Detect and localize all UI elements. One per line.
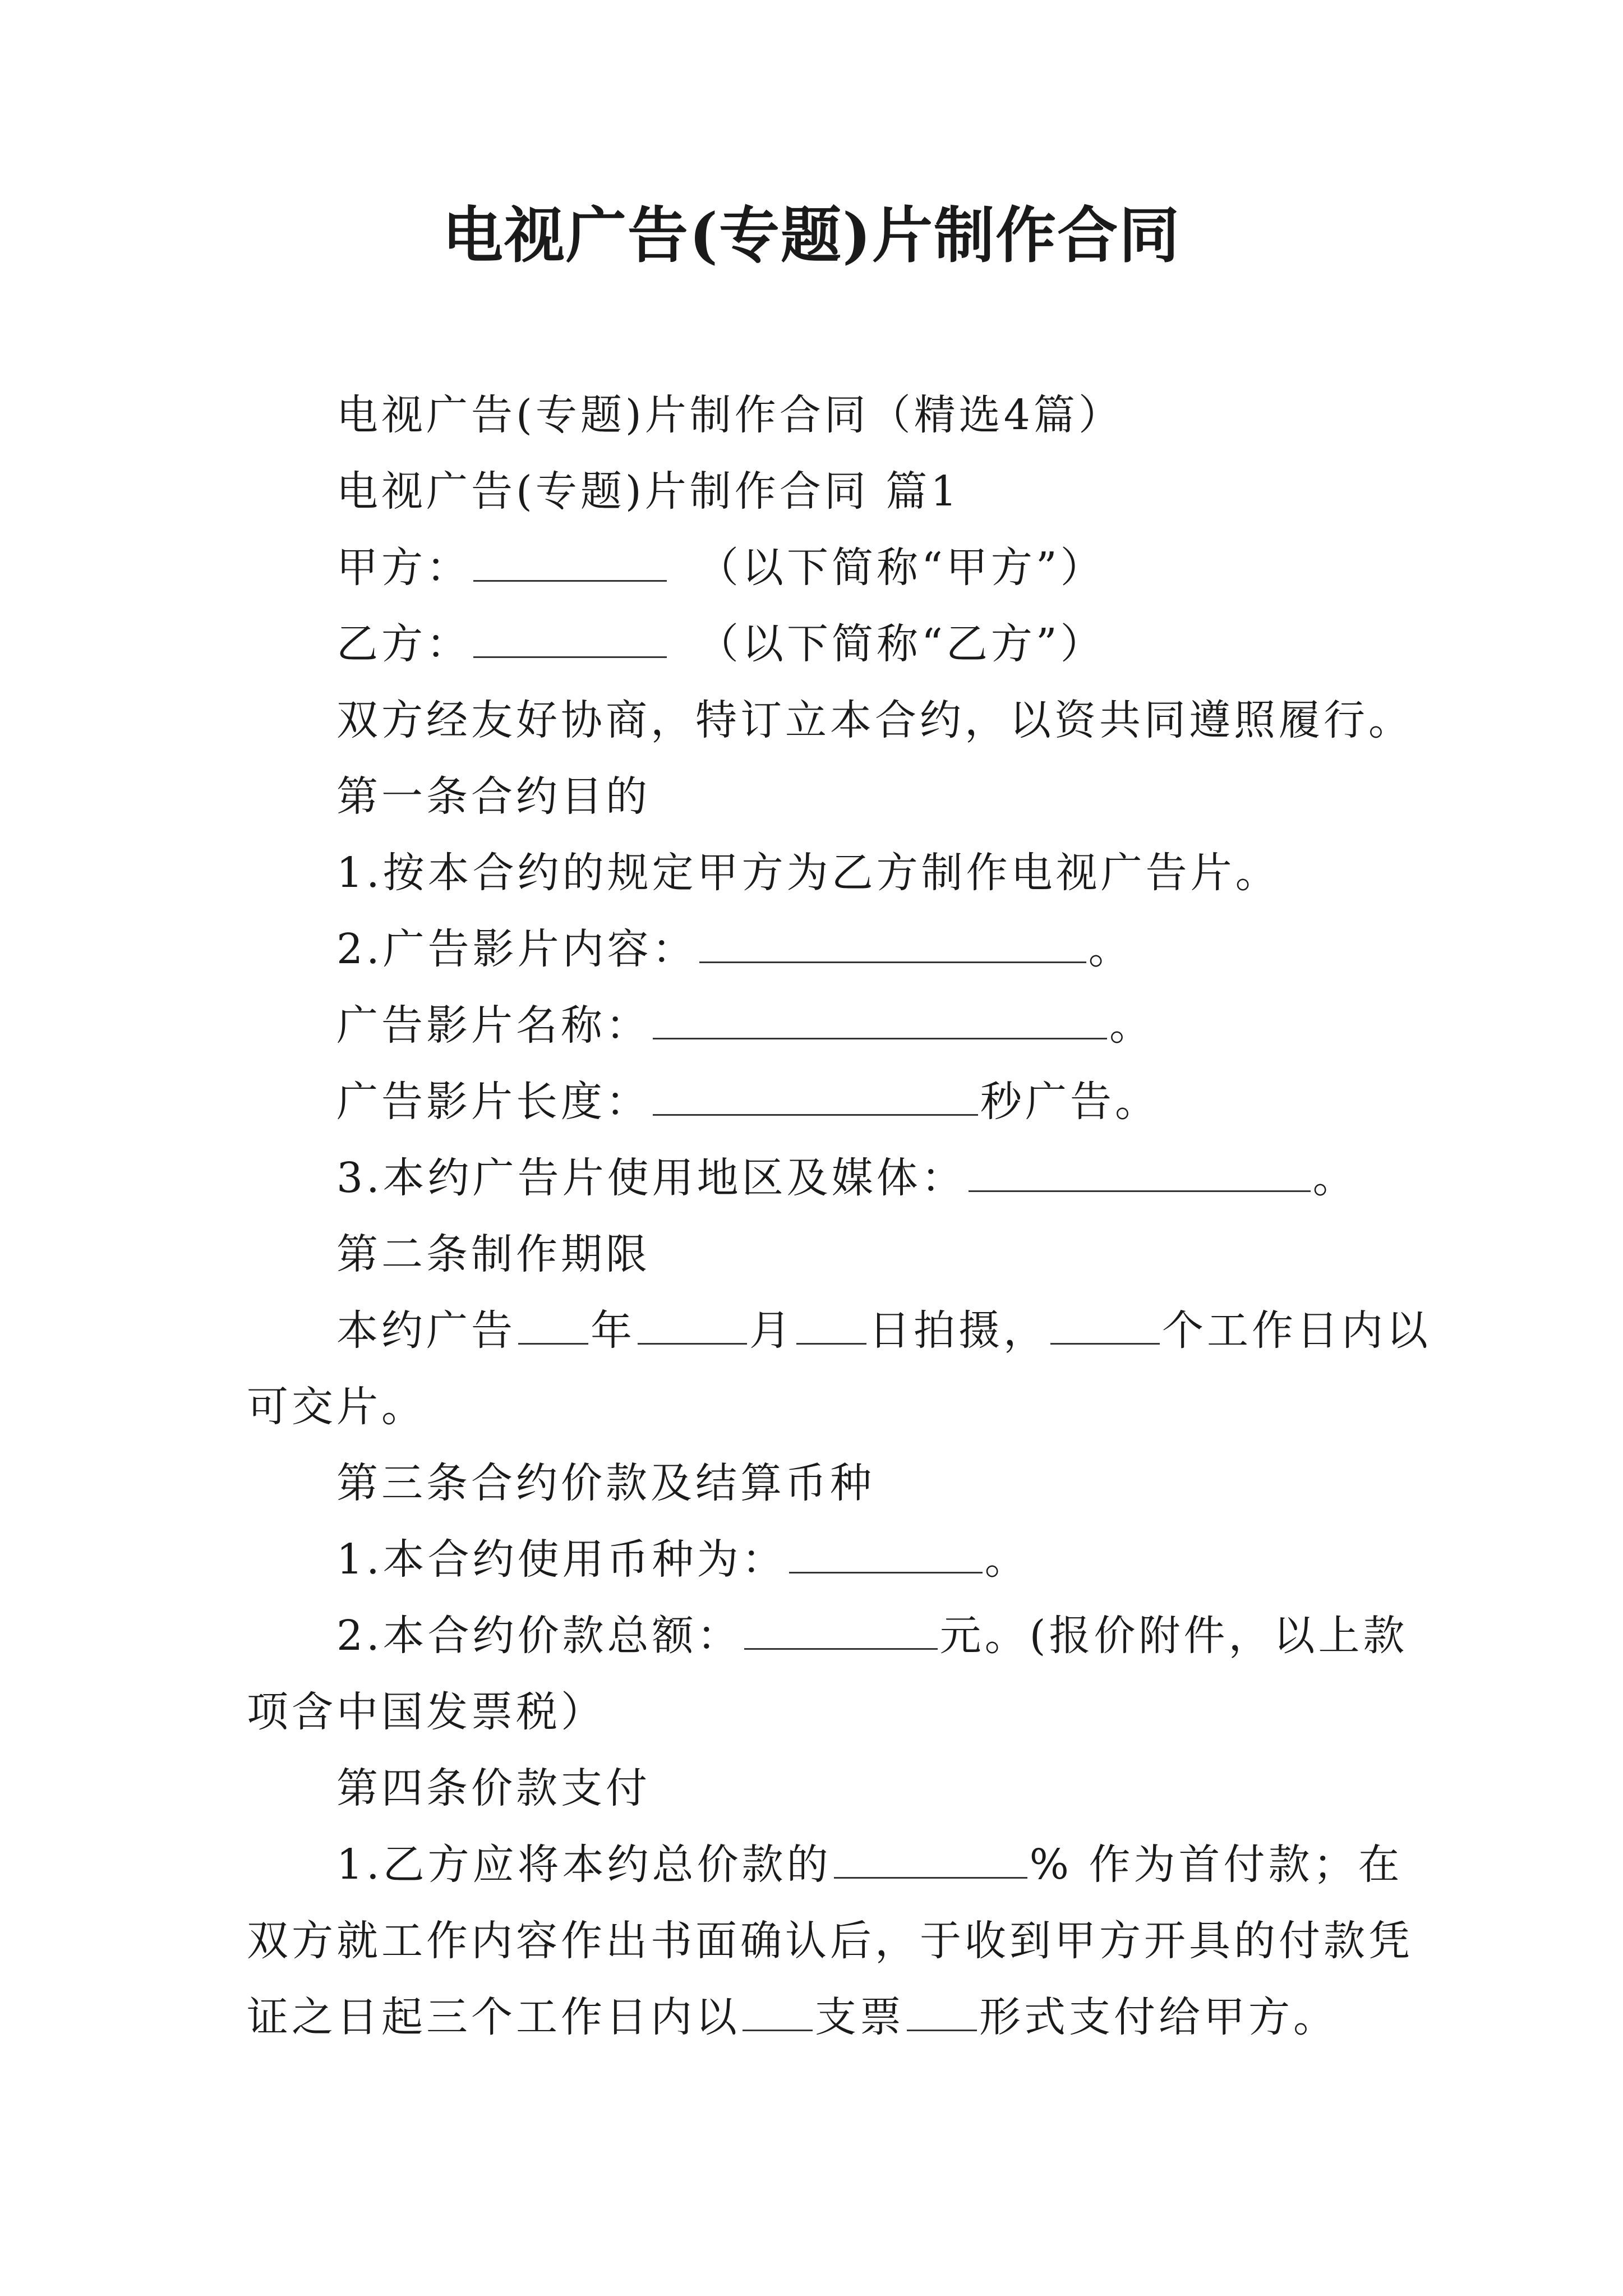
article-1-heading xyxy=(336,769,651,825)
total-price-note: 元。(报价附件，以上款 xyxy=(939,1612,1408,1660)
preamble-line xyxy=(336,692,1413,748)
payment-percent-blank xyxy=(834,1838,1027,1879)
media-end: 。 xyxy=(1312,1154,1358,1202)
year-label: 年 xyxy=(591,1306,635,1355)
schedule-continuation xyxy=(247,1379,426,1435)
payment-method-blank-2 xyxy=(907,1990,977,2031)
preamble-text: 双方经友好协商，特订立本合约，以资共同遵照履行。 xyxy=(336,696,1413,744)
article-2-heading xyxy=(336,1226,651,1282)
ad-name-blank xyxy=(653,999,1107,1039)
article-1-item-1 xyxy=(336,845,1280,901)
currency-line xyxy=(336,1531,1030,1588)
ad-content-end: 。 xyxy=(1088,925,1133,973)
schedule-line xyxy=(336,1303,1431,1359)
total-price-line xyxy=(336,1608,1408,1664)
total-price-label: 2.本合约价款总额： xyxy=(336,1612,742,1660)
media-blank xyxy=(969,1151,1311,1192)
ad-length-label: 广告影片长度： xyxy=(336,1078,651,1126)
day-blank xyxy=(796,1304,866,1345)
total-price-blank xyxy=(744,1609,938,1650)
month-blank xyxy=(638,1304,747,1345)
party-b-note: （以下简称“乙方”） xyxy=(697,620,1105,668)
month-label: 月 xyxy=(749,1306,794,1355)
payment-label: 1.乙方应将本约总价款的 xyxy=(336,1841,832,1889)
total-price-continuation xyxy=(247,1684,606,1740)
subtitle-line xyxy=(336,387,1123,443)
payment-method-blank-1 xyxy=(743,1990,813,2031)
party-b-line xyxy=(336,616,1105,672)
workdays-blank xyxy=(1050,1304,1160,1345)
section-heading-line xyxy=(336,463,960,519)
article-1-item-2 xyxy=(336,921,1133,977)
article-2-title: 第二条制作期限 xyxy=(336,1230,651,1278)
payment-continuation-2-prefix: 证之日起三个工作日内以 xyxy=(247,1993,740,2041)
schedule-prefix: 本约广告 xyxy=(336,1306,516,1355)
party-a-label: 甲方： xyxy=(336,544,471,592)
article-1-item-3 xyxy=(336,1150,1358,1206)
document-title: 电视广告(专题)片制作合同 xyxy=(442,200,1181,271)
ad-name-end: 。 xyxy=(1109,1001,1154,1050)
currency-label: 1.本合约使用币种为： xyxy=(336,1535,787,1584)
article-4-heading xyxy=(336,1760,651,1816)
party-b-blank xyxy=(473,617,667,658)
media-label: 3.本约广告片使用地区及媒体： xyxy=(336,1154,966,1202)
payment-line xyxy=(336,1837,1403,1893)
payment-continuation-1-text: 双方就工作内容作出书面确认后，于收到甲方开具的付款凭 xyxy=(247,1917,1413,1965)
day-label: 日拍摄， xyxy=(869,1306,1048,1355)
ad-length-line xyxy=(336,1074,1160,1130)
payment-continuation-2 xyxy=(247,1989,1338,2045)
article-3-title: 第三条合约价款及结算币种 xyxy=(336,1459,875,1507)
article-3-heading xyxy=(336,1455,875,1511)
schedule-continuation-text: 可交片。 xyxy=(247,1383,426,1431)
ad-length-end: 秒广告。 xyxy=(980,1078,1160,1126)
article-1-title: 第一条合约目的 xyxy=(336,772,651,821)
party-b-label: 乙方： xyxy=(336,620,471,668)
party-a-blank xyxy=(473,541,667,582)
ad-content-blank xyxy=(699,922,1086,963)
ad-name-label: 广告影片名称： xyxy=(336,1001,651,1050)
total-price-continuation-text: 项含中国发票税） xyxy=(247,1688,606,1736)
article-4-title: 第四条价款支付 xyxy=(336,1764,651,1812)
year-blank xyxy=(518,1304,588,1345)
article-1-item-1-text: 1.按本合约的规定甲方为乙方制作电视广告片。 xyxy=(336,849,1280,897)
currency-end: 。 xyxy=(984,1535,1030,1584)
payment-continuation-2-end: 形式支付给甲方。 xyxy=(979,1993,1338,2041)
payment-method-label: 支票 xyxy=(815,1993,905,2041)
payment-percent-note: % 作为首付款；在 xyxy=(1029,1841,1403,1889)
workdays-label: 个工作日内以 xyxy=(1162,1306,1431,1355)
party-a-line xyxy=(336,540,1105,596)
ad-length-blank xyxy=(653,1075,978,1116)
party-a-note: （以下简称“甲方”） xyxy=(697,544,1105,592)
currency-blank xyxy=(789,1533,983,1573)
ad-name-line xyxy=(336,997,1154,1053)
ad-content-label: 2.广告影片内容： xyxy=(336,925,697,973)
subtitle-text: 电视广告(专题)片制作合同（精选4篇） xyxy=(336,391,1123,439)
payment-continuation-1 xyxy=(247,1913,1413,1969)
section-heading-text: 电视广告(专题)片制作合同 篇1 xyxy=(336,467,961,516)
